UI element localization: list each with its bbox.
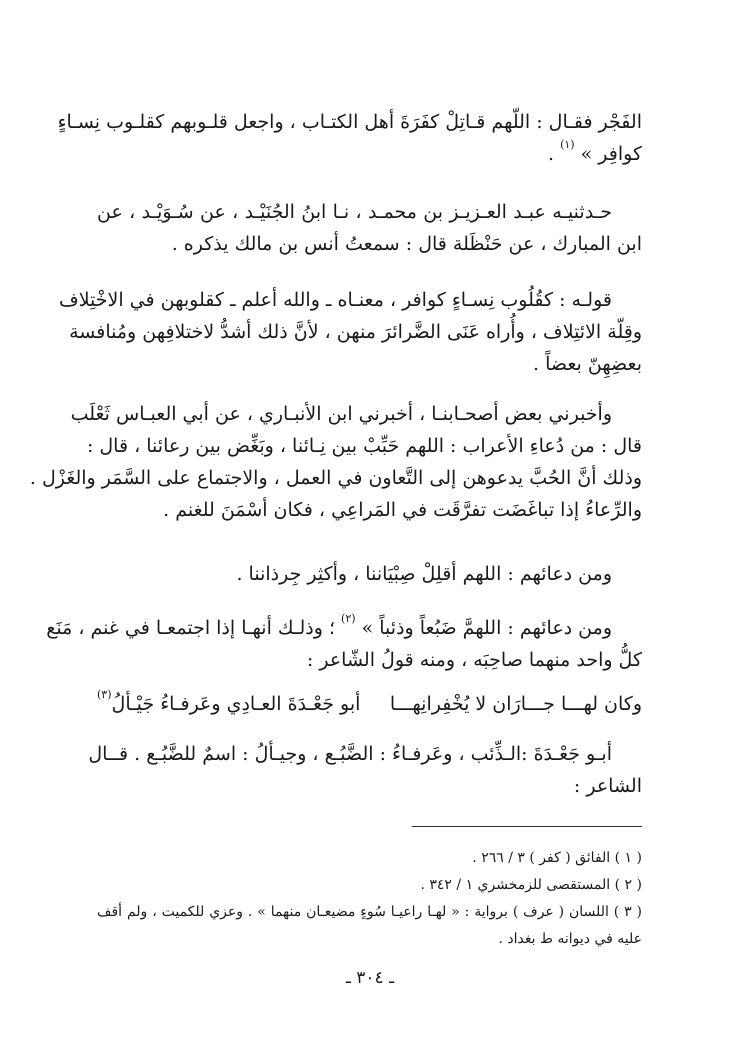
paragraph-3-line-3: بعضِهِنّ بعضاً . (533, 353, 642, 375)
page-number: ـ ٣٠٤ ـ (345, 968, 395, 988)
paragraph-1-line-2-end: . (547, 143, 561, 165)
paragraph-5-line-1: ومن دعائهم : اللهم أقلِلْ صِبْيَاننا ، وأكثِر جِرذاننا . (236, 563, 612, 585)
paragraph-3 (59, 284, 642, 380)
verse-hemistich-2: أبو جَعْـدَةَ العـادِي وعَرفـاءُ جَيْـألُ (111, 693, 361, 715)
paragraph-1-line-2-text: كوافِر » (574, 143, 642, 165)
paragraph-7 (88, 738, 642, 802)
paragraph-6-line-1 (46, 612, 642, 644)
paragraph-4-line-2: قال : من دُعاءِ الأعراب : اللهم حَبِّبْ بين نِـائنا ، وبَغِّض بين رعائنا ، قال : (86, 435, 642, 457)
footnotes (97, 845, 642, 953)
paragraph-7-line-2: الشاعر : (573, 775, 642, 797)
paragraph-7-line-1: أبـو جَعْـدَةَ :الـذِّئب ، وعَرفـاءُ : الضَّبُـع ، وجيـألُ : اسمٌ للضَّبُـع . قــال (88, 743, 612, 765)
paragraph-3-line-2: وقِلّة الائتِلاف ، وأُراه عَنَى الضَّرائرَ منهن ، لأنَّ ذلك أشدُّ لاختلافِهن ومُنافسة (69, 321, 642, 343)
paragraph-4 (29, 398, 642, 526)
paragraph-4-line-3: وذلك أنَّ الحُبَّ يدعوهن إلى التَّعاون في العمل ، والاجتماع على السَّمَر والغَزْل . (29, 467, 642, 489)
footnote-marker-2: (٢) (341, 612, 356, 625)
paragraph-2-line-1: حـدثنيـه عبـد العـزيـز بن محمـد ، نـا ابنُ الجُنَيْـد ، عن سُـوَيْـد ، عن (97, 201, 612, 223)
paragraph-1-line-1: الفَجْر فقـال : اللّهم قـاتِلْ كفَرَةَ أهل الكتـاب ، واجعل قلـوبهم كقلـوب نِسـاءٍ (57, 111, 642, 133)
paragraph-3-line-1: قولـه : كقُلُوب نِسـاءٍ كوافر ، معنـاه ـ والله أعلم ـ كقلوبهن في الاخْتِلاف (59, 289, 612, 311)
footnote-3-line-1: ( ٣ ) اللسان ( عرف ) برواية : « لهـا راعيـا سُوءٍ مضيعـان منهما » . وعزي للكميت ، ولم أقف (97, 904, 642, 920)
footnote-marker-3: (٣) (97, 688, 112, 701)
paragraph-1 (57, 106, 642, 170)
paragraph-4-line-4: والرِّعاءُ إذا تباغَضَت تفرَّقَت في المَراعِي ، فكان أسْمَنَ للغنم . (163, 499, 642, 521)
footnote-2: ( ٢ ) المستقصى للزمخشري ١ / ٣٤٢ . (420, 877, 642, 893)
paragraph-6 (46, 612, 642, 676)
paragraph-6-line-1-b: ؛ وذلـك أنهـا إذا اجتمعـا في غنم ، مَنَع (46, 617, 342, 639)
verse-hemistich-1: وكان لهـــا جـــارَان لا يُخْفِرانِهـــا (389, 693, 642, 715)
paragraph-6-line-2: كلُّ واحد منهما صاحِبَه ، ومنه قولُ الشّاعر : (306, 649, 642, 671)
poetry-verse (97, 688, 642, 720)
paragraph-2-line-2: ابن المبارك ، عن حَنْظَلة قال : سمعتُ أنس بن مالك يذكره . (171, 233, 642, 255)
paragraph-5 (97, 558, 642, 590)
footnote-3-line-2: عليه في ديوانه ط بغداد . (498, 931, 642, 947)
footnote-separator (412, 826, 642, 827)
paragraph-6-line-1-a: ومن دعائهم : اللهمَّ ضَبُعاً وذئباً » (355, 617, 612, 639)
footnote-marker-1: (١) (560, 138, 575, 151)
paragraph-4-line-1: وأخبرني بعض أصحـابنـا ، أخبرني ابن الأنبـاري ، عن أبي العبـاس ثَعْلَب (70, 403, 612, 425)
paragraph-2 (97, 196, 642, 260)
verse-hemistich-2-wrap (97, 688, 360, 720)
paragraph-1-line-2 (97, 138, 642, 170)
footnote-1: ( ١ ) الفائق ( كفر ) ٣ / ٢٦٦ . (472, 850, 642, 866)
